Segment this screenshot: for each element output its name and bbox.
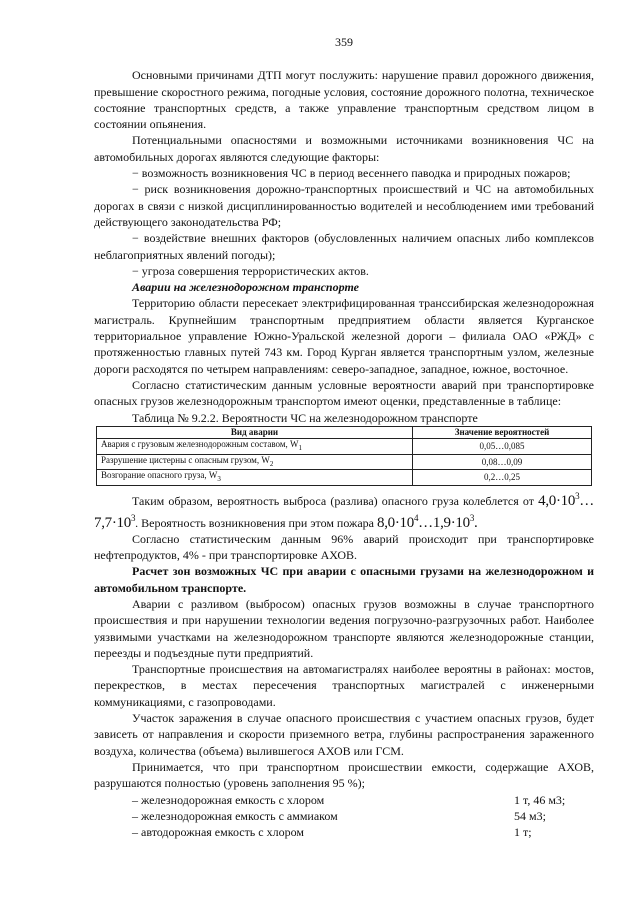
- factor-item: − риск возникновения дорожно-транспортных происшествий и ЧС на автомобильных дорогах в связи с низкой дисциплинированностью водителей и несоблюдением ими требований действующего законодательства РФ;: [94, 182, 594, 229]
- capacity-label: – железнодорожная емкость с хлором: [132, 792, 325, 807]
- document-page: [94, 34, 594, 840]
- factor-item: − воздействие внешних факторов (обусловленных наличием опасных либо комплексов неблагоприятных явлений погоды);: [94, 231, 594, 262]
- probability-table: [96, 426, 592, 486]
- table-cell: 0,05…0,085: [413, 438, 592, 454]
- formula-fire-range: $8,0\cdot 10^4\dots 1,9\cdot 10^3$.: [377, 512, 478, 531]
- capacity-value: 1 т;: [514, 825, 532, 840]
- table-row: [97, 470, 592, 486]
- section-heading-calculation: Расчет зон возможных ЧС при аварии с опасными грузами на железнодорожном и автомобильном транспорте.: [94, 564, 594, 595]
- paragraph-spills: Аварии с разливом (выбросом) опасных грузов возможны в случае транспортного происшествия и при нарушении технологии ведения погрузочно-разгрузочных работ. Наиболее уязвимыми участками на железнодорожном транспорте являются железнодорожные станции, переезды и подъездные пути предприятий.: [94, 597, 594, 660]
- capacity-item: [132, 824, 594, 840]
- capacity-item: [132, 808, 594, 824]
- table-cell: Разрушение цистерны с опасным грузом, $W_2$: [97, 454, 413, 470]
- table-row: [97, 438, 592, 454]
- paragraph-assumption: Принимается, что при транспортном происшествии емкости, содержащие АХОВ, разрушаются полностью (уровень заполнения 95 %);: [94, 759, 594, 791]
- paragraph-oil-products: Согласно статистическим данным 96% аварий происходит при транспортировке нефтепродуктов, 4% - при транспортировке АХОВ.: [94, 531, 594, 563]
- table-cell: 0,2…0,25: [413, 470, 592, 486]
- table-cell: 0,08…0,09: [413, 454, 592, 470]
- capacity-label: – автодорожная емкость с хлором: [132, 825, 304, 840]
- table-cell: Авария с грузовым железнодорожным составом, $W_1$: [97, 438, 413, 454]
- capacity-label: – железнодорожная емкость с аммиаком: [132, 808, 338, 823]
- paragraph-causes: Основными причинами ДТП могут послужить: нарушение правил дорожного движения, превышение скоростного режима, погодные условия, состояние дорожного полотна, техническое состояние транспортных средств, а также управление транспортным средством лицом в состоянии опьянения.: [94, 68, 594, 132]
- paragraph-contamination: Участок заражения в случае опасного происшествия с участием опасных грузов, будет зависеть от направления и скорости приземного ветра, глубины распространения зараженного воздуха, количества (объема) вылившегося АХОВ или ГСМ.: [94, 711, 594, 758]
- capacity-value: 54 м3;: [514, 808, 546, 823]
- formula-release-range: $4,0\cdot 10^3\dots 7,7\cdot 10^3$: [94, 491, 594, 531]
- paragraph-highway-risks: Транспортные происшествия на автомагистралях наиболее вероятны в районах: мостов, перекрестков, в местах пересечения транспортных магистралей с инженерными коммуникациями, с газопроводами.: [94, 662, 594, 709]
- table-header-row: [97, 426, 592, 438]
- paragraph-railway: Территорию области пересекает электрифицированная транссибирская железнодорожная магистраль. Крупнейшим транспортным предприятием области является Курганское территориальное управление Южно-Уральской железной дороги – филиала ОАО «РЖД» с протяженностью главных путей 743 км. Город Курган является транспортным узлом, железные дороги расходятся по четырем направлениям: северо-западное, западное, южное, восточное.: [94, 296, 594, 376]
- paragraph-hazards-intro: Потенциальными опасностями и возможными источниками возникновения ЧС на автомобильных дорогах являются следующие факторы:: [94, 133, 594, 164]
- capacity-value: 1 т, 46 м3;: [514, 792, 566, 807]
- section-heading-rail: Аварии на железнодорожном транспорте: [132, 280, 359, 295]
- paragraph-release-probability: Таким образом, вероятность выброса (разлива) опасного груза колеблется от $4,0\cdot 10^3\dots 7,7\cdot 10^3$. Вероятность возникновения при этом пожара $8,0\cdot 10^4\dots 1,9\cdot 10^3$.: [94, 491, 594, 531]
- page-number: 359: [335, 35, 353, 49]
- table-header: Значение вероятностей: [413, 426, 592, 438]
- factor-item: − возможность возникновения ЧС в период весеннего паводка и природных пожаров;: [132, 166, 571, 181]
- factor-item: − угроза совершения террористических актов.: [132, 263, 369, 278]
- table-row: [97, 454, 592, 470]
- table-header: Вид аварии: [97, 426, 413, 438]
- table-caption: Таблица № 9.2.2. Вероятности ЧС на железнодорожном транспорте: [132, 410, 478, 425]
- table-cell: Возгорание опасного груза, $W_3$: [97, 470, 413, 486]
- paragraph-statistics: Согласно статистическим данным условные вероятности аварий при транспортировке опасных грузов железнодорожным транспортом имеют оценки, представленные в таблице:: [94, 377, 594, 409]
- capacity-item: [132, 792, 594, 808]
